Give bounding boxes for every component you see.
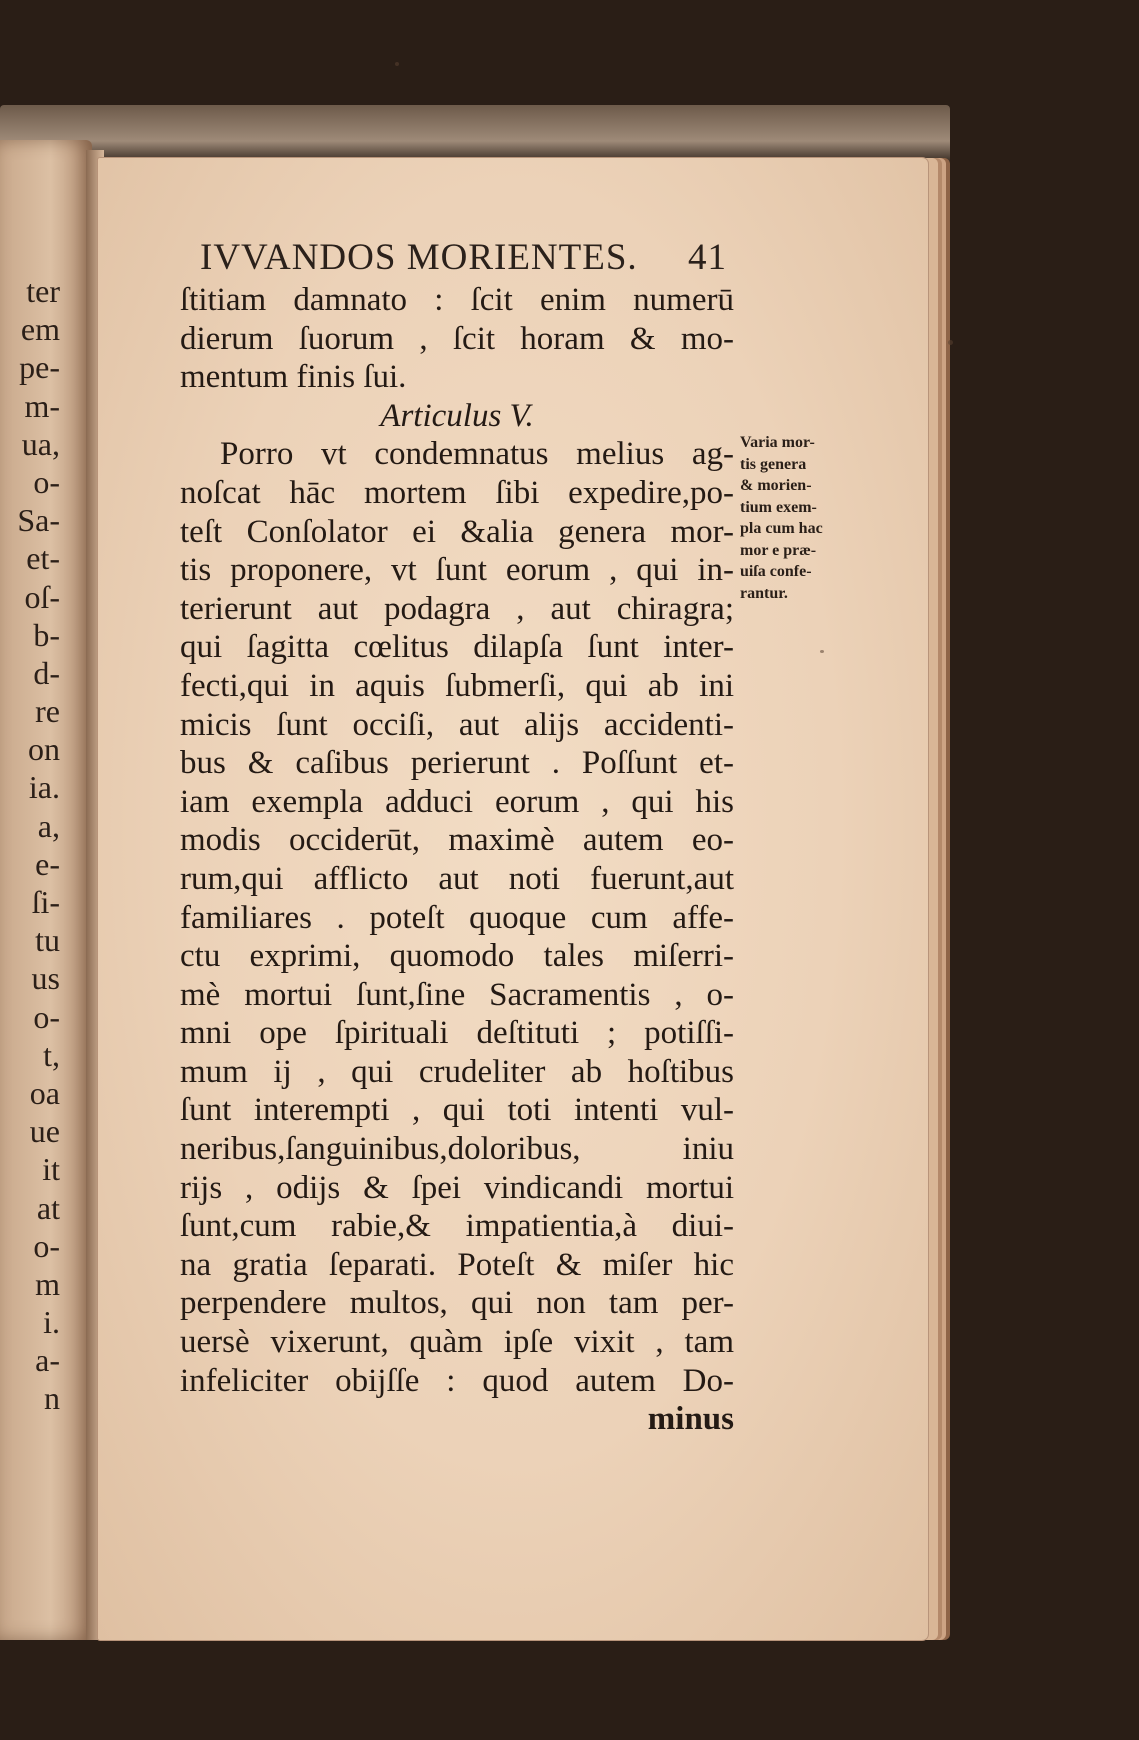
left-fragment-line: a- [35, 1342, 60, 1379]
text-line: mni ope ſpirituali deſtituti ; potiſſi- [180, 1015, 734, 1052]
left-fragment-line: m- [24, 387, 60, 424]
text-line: rum,qui afflicto aut noti fuerunt,aut [180, 860, 734, 897]
text-line: mum ij , qui crudeliter ab hoſtibus [180, 1053, 734, 1090]
left-fragment-line: us [31, 960, 60, 997]
marginal-note-line: rantur. [740, 584, 788, 602]
left-fragment-line: tu [35, 922, 60, 959]
text-line: noſcat hāc mortem ſibi expedire,po- [180, 474, 734, 511]
text-line: mè mortui ſunt,ſine Sacramentis , o- [180, 976, 734, 1013]
text-line: familiares . poteſt quoque cum affe- [180, 899, 734, 936]
text-line: neribus,ſanguinibus,doloribus, iniu [180, 1131, 734, 1168]
left-fragment-line: pe- [19, 349, 60, 386]
left-fragment-line: oſ- [24, 578, 60, 615]
left-fragment-line: Sa- [17, 502, 60, 539]
marginal-note-line: tium exem- [740, 498, 817, 516]
left-fragment-line: i. [43, 1304, 60, 1341]
marginal-note-line: uiſa confe- [740, 563, 812, 580]
left-fragment-line: b- [33, 616, 60, 653]
marginal-note-line: pla cum hac [740, 520, 823, 537]
text-line: ſunt,cum rabie,& impatientia,à diui- [180, 1208, 734, 1245]
text-line: modis occiderūt, maximè autem eo- [180, 822, 734, 859]
left-fragment-line: ter [26, 273, 60, 309]
text-line: iam exempla adduci eorum , qui his [180, 783, 734, 820]
left-fragment-line: ua, [21, 425, 60, 462]
left-fragment-line: re [35, 693, 60, 730]
left-fragment-line: at [36, 1189, 60, 1226]
text-line: terierunt aut podagra , aut chiragra; [180, 590, 734, 627]
text-line: na gratia ſeparati. Poteſt & miſer hic [180, 1246, 734, 1283]
left-fragment-line: o- [33, 1227, 60, 1264]
running-head-title: IVVANDOS MORIENTES. [200, 237, 638, 278]
left-fragment-line: e- [35, 845, 60, 882]
marginal-note [740, 432, 880, 604]
left-fragment-line: t, [43, 1036, 60, 1073]
left-fragment-line: oa [29, 1074, 60, 1111]
left-fragment-line: ue [29, 1113, 60, 1150]
text-line: tis proponere, vt ſunt eorum , qui in- [180, 552, 734, 589]
left-fragment-line: o- [33, 463, 60, 500]
marginal-note-line: mor e præ- [740, 541, 817, 559]
left-fragment-line: it [42, 1151, 60, 1188]
left-fragment-line: ſi- [31, 884, 60, 920]
page-number: 41 [688, 237, 727, 278]
body-text [180, 281, 734, 1439]
left-fragment-line: et- [26, 540, 60, 577]
section-heading: Articulus V. [380, 397, 534, 434]
text-line: ſunt interempti , qui toti intenti vul- [180, 1092, 734, 1129]
left-fragment-line: ia. [28, 769, 60, 806]
text-line: qui ſagitta cœlitus dilapſa ſunt inter- [180, 629, 734, 666]
paper-speck [395, 62, 399, 66]
text-line: mentum finis ſui. [180, 359, 407, 396]
text-line: bus & caſibus perierunt . Poſſunt et- [180, 745, 734, 782]
text-line: ctu exprimi, quomodo tales miſerri- [180, 938, 734, 975]
marginal-note-line: tis genera [740, 455, 807, 473]
left-fragment-line: em [20, 311, 60, 348]
paper-speck [948, 340, 953, 345]
text-line: dierum ſuorum , ſcit horam & mo- [180, 320, 734, 357]
text-line: Porro vt condemnatus melius ag- [220, 436, 734, 473]
paper-speck [820, 650, 824, 653]
left-fragment-line: a, [37, 807, 60, 844]
left-fragment-line: on [28, 731, 60, 768]
left-fragment-line: m [35, 1265, 60, 1302]
text-line: infeliciter obijſſe : quod autem Do- [180, 1362, 734, 1399]
running-head [200, 236, 760, 279]
marginal-note-line: & morien- [740, 477, 812, 494]
left-fragment-line: d- [33, 654, 60, 691]
left-page-text-fragments [0, 272, 60, 1418]
text-line: uersè vixerunt, quàm ipſe vixit , tam [180, 1324, 734, 1361]
text-line: micis ſunt occiſi, aut alijs accidenti- [180, 706, 734, 743]
torn-top-edge [0, 105, 950, 165]
text-line: perpendere multos, qui non tam per- [180, 1285, 734, 1322]
marginal-note-line: Varia mor- [740, 434, 815, 451]
catchword: minus [647, 1401, 734, 1438]
text-line: rijs , odijs & ſpei vindicandi mortui [180, 1169, 734, 1206]
text-line: fecti,qui in aquis ſubmerſi, qui ab ini [180, 667, 734, 704]
text-line: teſt Conſolator ei &alia genera mor- [180, 513, 734, 550]
left-fragment-line: n [44, 1380, 60, 1417]
left-fragment-line: o- [33, 998, 60, 1035]
text-line: ſtitiam damnato : ſcit enim numerū [180, 282, 734, 318]
